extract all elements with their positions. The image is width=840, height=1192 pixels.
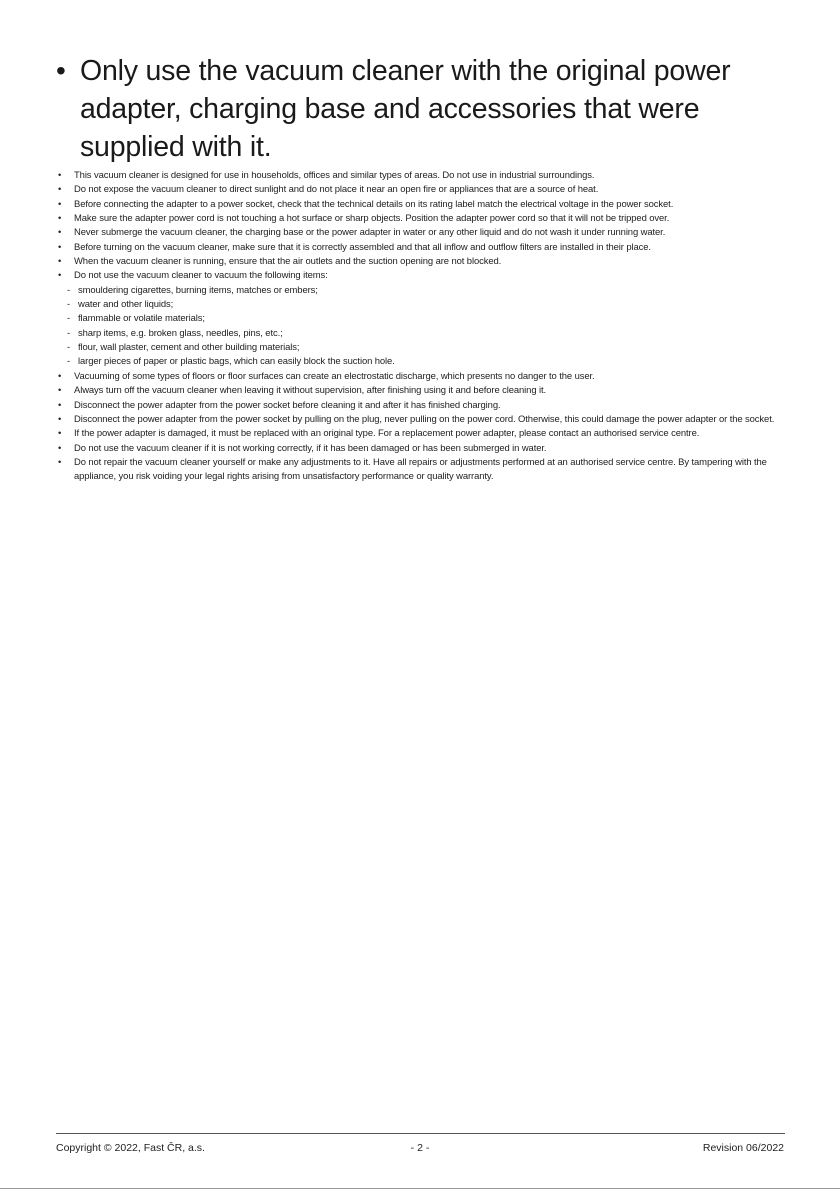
- bullet-marker: •: [58, 198, 62, 210]
- list-item: [56, 183, 786, 197]
- bullet-marker: •: [58, 456, 62, 468]
- list-item: [56, 198, 786, 212]
- bullet-marker: •: [58, 399, 62, 411]
- list-item: [56, 255, 786, 269]
- footer-copyright: Copyright © 2022, Fast ČR, a.s.: [56, 1142, 205, 1154]
- list-item-text: Disconnect the power adapter from the power socket before cleaning it and after it has finished charging.: [74, 399, 501, 411]
- list-item-text: Make sure the adapter power cord is not touching a hot surface or sharp objects. Position the adapter power cord so that it will not be tripped over.: [74, 213, 670, 225]
- dash-marker: -: [67, 313, 71, 325]
- bullet-marker: •: [58, 370, 62, 382]
- list-item-text: water and other liquids;: [78, 299, 174, 311]
- list-item-text: Disconnect the power adapter from the power socket by pulling on the plug, never pulling on the power cord. Otherwise, this could damage the power adapter or the socket.: [74, 413, 775, 425]
- list-item: [56, 212, 786, 226]
- list-item-text: Do not repair the vacuum cleaner yourself or make any adjustments to it. Have all repairs or adjustments performed at an authorised service centre. By tampering with the appliance, you risk voiding your legal rights arising from unsatisfactory performance or quality warranty.: [74, 456, 767, 483]
- list-item: [56, 399, 786, 413]
- bullet-marker: •: [58, 241, 62, 253]
- bullet-marker: •: [58, 256, 62, 268]
- sub-list-item: [56, 312, 786, 326]
- bullet-marker: •: [58, 428, 62, 440]
- list-item-text: sharp items, e.g. broken glass, needles, pins, etc.;: [78, 327, 283, 339]
- list-item-text: Do not expose the vacuum cleaner to direct sunlight and do not place it near an open fire or appliances that are a source of heat.: [74, 184, 599, 196]
- list-item-text: Before turning on the vacuum cleaner, make sure that it is correctly assembled and that all inflow and outflow filters are installed in their place.: [74, 241, 651, 253]
- list-item: [56, 442, 786, 456]
- list-item-text: flour, wall plaster, cement and other building materials;: [78, 342, 300, 354]
- list-item-text: Do not use the vacuum cleaner to vacuum the following items:: [74, 270, 328, 282]
- list-item-text: smouldering cigarettes, burning items, matches or embers;: [78, 284, 318, 296]
- list-item-text: Vacuuming of some types of floors or floor surfaces can create an electrostatic discharge, which presents no danger to the user.: [74, 370, 595, 382]
- sub-list-item: [56, 355, 786, 369]
- sub-list-item: [56, 341, 786, 355]
- headline-bullet: •: [56, 55, 66, 86]
- list-item-text: Never submerge the vacuum cleaner, the charging base or the power adapter in water or any other liquid and do not wash it under running water.: [74, 227, 666, 239]
- bullet-marker: •: [58, 213, 62, 225]
- list-item: [56, 241, 786, 255]
- list-item: [56, 456, 786, 485]
- list-item: [56, 427, 786, 441]
- list-item-text: When the vacuum cleaner is running, ensure that the air outlets and the suction opening are not blocked.: [74, 256, 502, 268]
- footer-page-number: - 2 -: [410, 1142, 430, 1154]
- list-item-text: If the power adapter is damaged, it must be replaced with an original type. For a replacement power adapter, please contact an authorised service centre.: [74, 428, 700, 440]
- list-item: [56, 269, 786, 283]
- bullet-marker: •: [58, 270, 62, 282]
- bullet-marker: •: [58, 413, 62, 425]
- sub-list-item: [56, 327, 786, 341]
- dash-marker: -: [67, 342, 71, 354]
- list-item: [56, 226, 786, 240]
- list-item-text: This vacuum cleaner is designed for use in households, offices and similar types of areas. Do not use in industrial surroundings.: [74, 170, 595, 181]
- list-item: [56, 384, 786, 398]
- dash-marker: -: [67, 356, 71, 368]
- list-item-text: larger pieces of paper or plastic bags, which can easily block the suction hole.: [78, 356, 395, 368]
- dash-marker: -: [67, 284, 71, 296]
- list-item-text: Always turn off the vacuum cleaner when leaving it without supervision, after finishing using it and before cleaning it.: [74, 385, 547, 397]
- list-item-text: flammable or volatile materials;: [78, 313, 205, 325]
- headline: [56, 52, 796, 166]
- list-item: [56, 413, 786, 427]
- list-item: [56, 370, 786, 384]
- footer-divider: [56, 1133, 785, 1134]
- sub-list-item: [56, 298, 786, 312]
- list-item: [56, 169, 786, 183]
- page-bottom-edge: [0, 1188, 840, 1189]
- bullet-marker: •: [58, 385, 62, 397]
- bullet-marker: •: [58, 170, 62, 181]
- bullet-marker: •: [58, 442, 62, 454]
- list-item-text: Before connecting the adapter to a power socket, check that the technical details on its rating label match the electrical voltage in the power socket.: [74, 198, 674, 210]
- footer-revision: Revision 06/2022: [702, 1142, 784, 1154]
- list-item-text: Do not use the vacuum cleaner if it is not working correctly, if it has been damaged or has been submerged in water.: [74, 442, 547, 454]
- bullet-marker: •: [58, 184, 62, 196]
- headline-text: Only use the vacuum cleaner with the original power adapter, charging base and accessories that were supplied with it.: [80, 55, 731, 163]
- dash-marker: -: [67, 299, 71, 311]
- sub-list-item: [56, 284, 786, 298]
- dash-marker: -: [67, 327, 71, 339]
- bullet-marker: •: [58, 227, 62, 239]
- safety-instructions-list: [56, 169, 786, 485]
